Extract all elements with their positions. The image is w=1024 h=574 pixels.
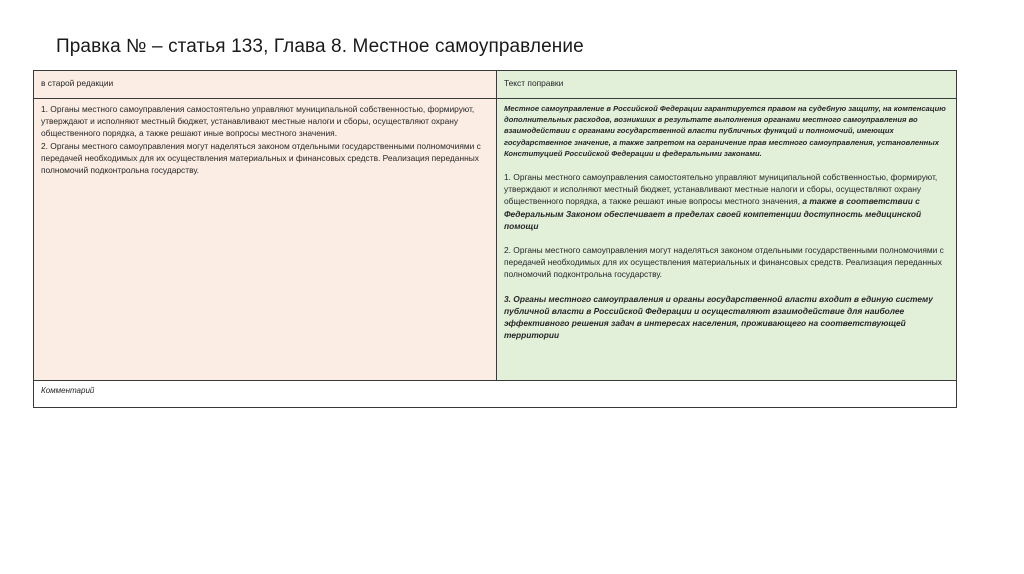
amendment-intro: Местное самоуправление в Российской Федерации гарантируется правом на судебную защиту, на компенсацию дополнительных расходов, возникших в результате выполнения органами местного самоуправления во взаимодействии с органами государственной власти публичных функций и полномочий, имеющих государственное значение, а также запретом на ограничение прав местного самоуправления, установленных Конституцией Российской Федерации и федеральными законами. xyxy=(504,104,946,158)
old-paragraph-2: 2. Органы местного самоуправления могут наделяться законом отдельными государственными полномочиями с передачей необходимых для их осуществления материальных и финансовых средств. Реализация переданных полномочий подконтрольна государству. xyxy=(41,140,481,176)
header-old-label: в старой редакции xyxy=(41,78,114,88)
amendment-paragraph-1-added: а также в соответствии с Федеральным Законом обеспечивает в пределах своей компетенции доступность медицинской помощи xyxy=(504,196,922,231)
slide-title: Правка № – статья 133, Глава 8. Местное самоуправление xyxy=(56,36,584,57)
header-amendment-text xyxy=(497,71,957,99)
header-old-version xyxy=(34,71,497,99)
amendment-paragraph-1-text: 1. Органы местного самоуправления самостоятельно управляют муниципальной собственностью, формируют, утверждают и исполняют местный бюджет, устанавливают местные налоги и сборы, осуществляют охрану общественного порядка, а также решают иные вопросы местного значения, xyxy=(504,172,938,207)
content-row xyxy=(34,99,957,381)
amendment-paragraph-3: 3. Органы местного самоуправления и органы государственной власти входит в единую систему публичной власти в Российской Федерации и осуществляют взаимодействие для наиболее эффективного решения задач в интересах населения, проживающего на соответствующей территории xyxy=(504,293,933,341)
old-version-cell xyxy=(34,99,497,381)
comment-cell xyxy=(34,381,957,408)
header-new-label: Текст поправки xyxy=(504,78,564,88)
header-row xyxy=(34,71,957,99)
old-paragraph-1: 1. Органы местного самоуправления самостоятельно управляют муниципальной собственностью, формируют, утверждают и исполняют местный бюджет, устанавливают местные налоги и сборы, осуществляют охрану общественного порядка, а также решают иные вопросы местного значения. xyxy=(41,104,475,139)
amendment-paragraph-1 xyxy=(504,171,949,232)
amendment-cell xyxy=(497,99,957,381)
comment-row xyxy=(34,381,957,408)
amendment-table xyxy=(33,70,957,408)
comment-label: Комментарий xyxy=(41,386,95,395)
amendment-paragraph-2: 2. Органы местного самоуправления могут наделяться законом отдельными государственными полномочиями с передачей необходимых для их осуществления материальных и финансовых средств. Реализация переданных полномочий подконтрольна государству. xyxy=(504,245,944,280)
